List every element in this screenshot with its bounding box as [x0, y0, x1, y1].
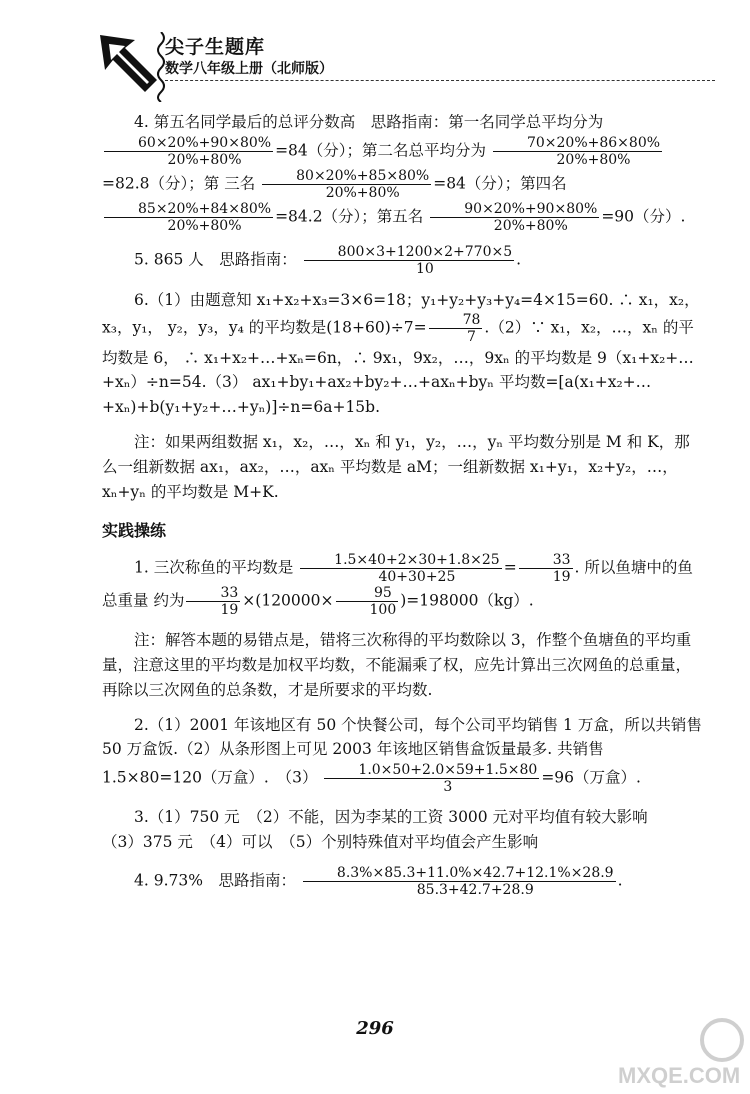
content [102, 110, 702, 908]
fraction: $\frac{78}{7}$ [429, 312, 483, 345]
header [95, 30, 695, 108]
answer-6: 6.（1）由题意知 x₁+x₂+x₃=3×6=18；y₁+y₂+y₃+y₄=4×15=60. ∴ x₁，x₂，x₃，y₁， y₂，y₃，y₄ 的平均数是(18+60)÷7= $\frac{78}{7}$ .（2）∵ x₁，x₂，…，xₙ 的平均数是 6， ∴ x₁+x₂+…+xₙ=6n，∴ 9x₁，9x₂，…，9xₙ 的平均数是 9（x₁+x₂+…+xₙ）÷n=54.（3） ax₁+by₁+ax₂+by₂+…+axₙ+byₙ 平均数=[a(x₁+x₂+…+xₙ)+b(y₁+y₂+…+yₙ)]÷n=6a+15b. [102, 290, 700, 417]
fraction: $\frac{1.5\times 40+2\times 30+1.8\times 25}{40+30+25}$ [300, 552, 502, 585]
book-subtitle: 数学八年级上册（北师版） [165, 61, 333, 77]
watermark-logo-icon [612, 1015, 750, 1090]
page-number: 296 [356, 1018, 394, 1039]
fraction: $\frac{85\times 20\%+84\times 80\%}{20\%+80\%}$ [104, 201, 273, 234]
header-rule [165, 80, 715, 81]
fraction: $\frac{90\times 20\%+90\times 80\%}{20\%+80\%}$ [430, 201, 599, 234]
fraction: $\frac{1.0\times 50+2.0\times 59+1.5\times 80}{3}$ [324, 762, 539, 795]
practice-1: 1. 三次称鱼的平均数是 $\frac{1.5\times 40+2\times 30+1.8\times 25}{40+30+25}$ = $\frac{33}{19}$ . 所以鱼塘中的鱼总重量 约为 $\frac{33}{19}$ ×(120000× $\frac{95}{100}$ )=198000（kg）. [102, 551, 693, 619]
note-practice-1: 注：解答本题的易错点是，错将三次称得的平均数除以 3，作整个鱼塘鱼的平均重量，注意这里的平均数是加权平均数，不能漏乘了权，应先计算出三次网鱼的总重量，再除以三次网鱼的总条数，才是所要求的平均数. [102, 631, 692, 699]
svg-text:MXQE.COM: MXQE.COM [618, 1063, 741, 1088]
fraction: $\frac{800\times 3+1200\times 2+770\times 5}{10}$ [304, 244, 514, 277]
book-title: 尖子生题库 [165, 36, 266, 58]
note-6: 注：如果两组数据 x₁，x₂，…，xₙ 和 y₁，y₂，…，yₙ 平均数分别是 M 和 K，那么一组新数据 ax₁，ax₂，…，axₙ 平均数是 aM；一组新数据 x₁+y₁，x₂+y₂，…，xₙ+yₙ 的平均数是 M+K. [102, 432, 690, 501]
fraction: $\frac{70\times 20\%+86\times 80\%}{20\%+80\%}$ [493, 135, 662, 168]
practice-3: 3.（1）750 元 （2）不能，因为李某的工资 3000 元对平均值有较大影响 （3）375 元 （4）可以 （5）个别特殊值对平均值会产生影响 [102, 808, 648, 852]
section-heading: 实践操练 [102, 521, 167, 541]
fraction: $\frac{95}{100}$ [336, 585, 399, 618]
practice-2: 2.（1）2001 年该地区有 50 个快餐公司，每个公司平均销售 1 万盒，所以共销售 50 万盒饭.（2）从条形图上可见 2003 年该地区销售盒饭量最多. 共销售 1.5×80=120（万盒）. （3） $\frac{1.0\times 50+2.0\times 59+1.5\times 80}{3}$ =96（万盒）. [102, 715, 702, 796]
fraction: $\frac{80\times 20\%+85\times 80\%}{20\%+80\%}$ [262, 168, 431, 201]
answer-4: 4. 第五名同学最后的总评分数高 思路指南：第一名同学总平均分为 $\frac{60\times 20\%+90\times 80\%}{20\%+80\%}$ =84（分）；第二名总平均分为 $\frac{70\times 20\%+86\times 80\%}{20\%+80\%}$ =82.8（分）；第 三名 $\frac{80\times 20\%+85\times 80\%}{20\%+80\%}$ =84（分）；第四名 $\frac{85\times 20\%+84\times 80\%}{20\%+80\%}$ =84.2（分）；第五名 $\frac{90\times 20\%+90\times 80\%}{20\%+80\%}$ =90（分）. [102, 113, 686, 235]
fraction: $\frac{8.3\%\times 85.3+11.0\%\times 42.7+12.1\%\times 28.9}{85.3+42.7+28.9}$ [303, 865, 616, 898]
fraction: $\frac{33}{19}$ [186, 585, 240, 618]
fraction: $\frac{33}{19}$ [519, 552, 573, 585]
answer-5: 5. 865 人 思路指南： $\frac{800\times 3+1200\times 2+770\times 5}{10}$ . [134, 244, 522, 278]
practice-4: 4. 9.73% 思路指南： $\frac{8.3\%\times 85.3+11.0\%\times 42.7+12.1\%\times 28.9}{85.3+42.7+28.9}$ . [134, 865, 623, 899]
fraction: $\frac{60\times 20\%+90\times 80\%}{20\%+80\%}$ [104, 135, 273, 168]
